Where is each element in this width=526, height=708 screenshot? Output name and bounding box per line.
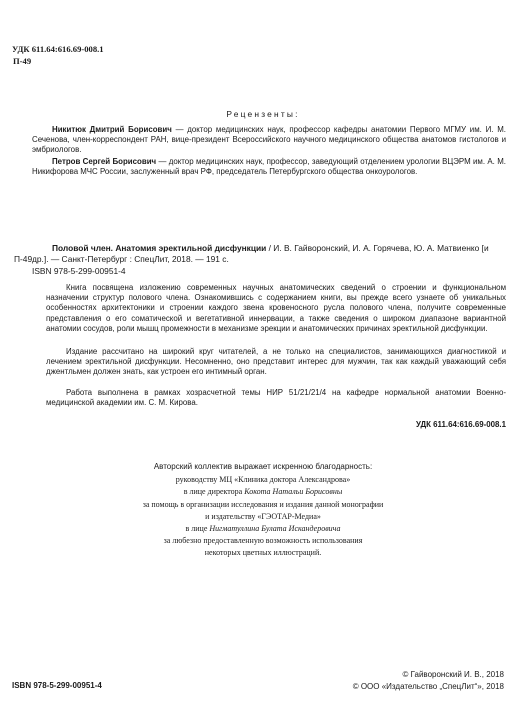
thanks-line: за любезно предоставленную возможность использования [163, 536, 363, 546]
reviewer-1-name: Никитюк Дмитрий Борисович [52, 125, 172, 134]
biblio-isbn: ISBN 978-5-299-00951-4 [32, 265, 126, 276]
thanks-person: Кокота Натальи Борисовны [244, 487, 343, 497]
book-title: Половой член. Анатомия эректильной дисфункции [52, 243, 267, 253]
acknowledgements [0, 461, 526, 560]
catalog-block [12, 43, 104, 67]
reviewer-2 [32, 157, 506, 177]
thanks-line: некоторых цветных иллюстраций. [204, 548, 322, 558]
author-sign-code: П-49 [13, 56, 32, 66]
reviewer-1 [32, 125, 506, 154]
thanks-line [0, 523, 526, 535]
work-note: Работа выполнена в рамках хозрасчетной темы НИР 51/21/21/4 на кафедре нормальной анатомии Военно-медицинской академии им. С. М. Кирова. [46, 388, 506, 408]
biblio-code: П-49 [14, 254, 33, 264]
bibliographic-record [14, 243, 506, 277]
reviewer-2-text: — доктор медицинских наук, профессор, заведующий отделением урологии ВЦЭРМ им. А. М. Никифорова МЧС России, заслуженный врач РФ, председатель Петербургского общества онкоурологов. [32, 157, 506, 176]
copyright-block [353, 669, 504, 693]
abstract-paragraph-2: Издание рассчитано на широкий круг читателей, а не только на специалистов, занимающихся диагностикой и лечением эректильной дисфункции. Несомненно, оно представит интерес для мужчин, так как каждый уважающий себя джентльмен должен знать, как устроен его интимный орган. [46, 347, 506, 377]
thanks-text: в лице директора [183, 487, 245, 497]
thanks-person: Нигматуллина Булата Искандеровича [209, 524, 341, 534]
biblio-description [32, 243, 506, 266]
copyright-author: © Гайворонский И. В., 2018 [402, 670, 504, 679]
isbn-bottom: ISBN 978-5-299-00951-4 [12, 681, 102, 690]
abstract-paragraph-1: Книга посвящена изложению современных научных анатомических сведений о строении и функциональном назначении структур полового члена. Ознакомившись с содержанием книги, вы прежде всего узнаете об уникальных особенностях архитектоники и строении каждого звена кровеносного русла полового члена, получите современные представления о его соматической и вегетативной иннервации, а также сведения о широком диапазоне вариантной анатомии сосудов, роли мышц промежности в механизме эрекции и анатомических причинах эректильной дисфункции. [46, 283, 506, 333]
reviewers-title: Рецензенты: [226, 109, 300, 119]
udc-code: УДК 611.64:616.69-008.1 [12, 44, 104, 54]
thanks-heading: Авторский коллектив выражает искренною благодарность: [153, 462, 373, 471]
reviewer-1-text: — доктор медицинских наук, профессор кафедры анатомии Первого МГМУ им. И. М. Сеченова, член-корреспондент РАН, вице-президент Всероссийского научного медицинского общества анатомов гистологов и эмбриологов. [32, 125, 507, 154]
udc-code-right: УДК 611.64:616.69-008.1 [416, 420, 506, 429]
thanks-line [0, 486, 526, 498]
copyright-publisher: © ООО «Издательство „СпецЛит“», 2018 [352, 682, 504, 691]
reviewer-2-name: Петров Сергей Борисович [52, 157, 157, 166]
book-authors: / И. В. Гайворонский, И. А. Горячева, Ю. А. Матвиенко [и др.]. — Санкт-Петербург : СпецЛит, 2018. — 191 с. [32, 243, 489, 265]
thanks-line: и издательству «ГЭОТАР-Медиа» [205, 511, 321, 521]
thanks-text: в лице [185, 524, 210, 534]
thanks-line: руководству МЦ «Клиника доктора Александрова» [175, 475, 351, 485]
thanks-line: за помощь в организации исследования и издания данной монографии [142, 499, 384, 509]
